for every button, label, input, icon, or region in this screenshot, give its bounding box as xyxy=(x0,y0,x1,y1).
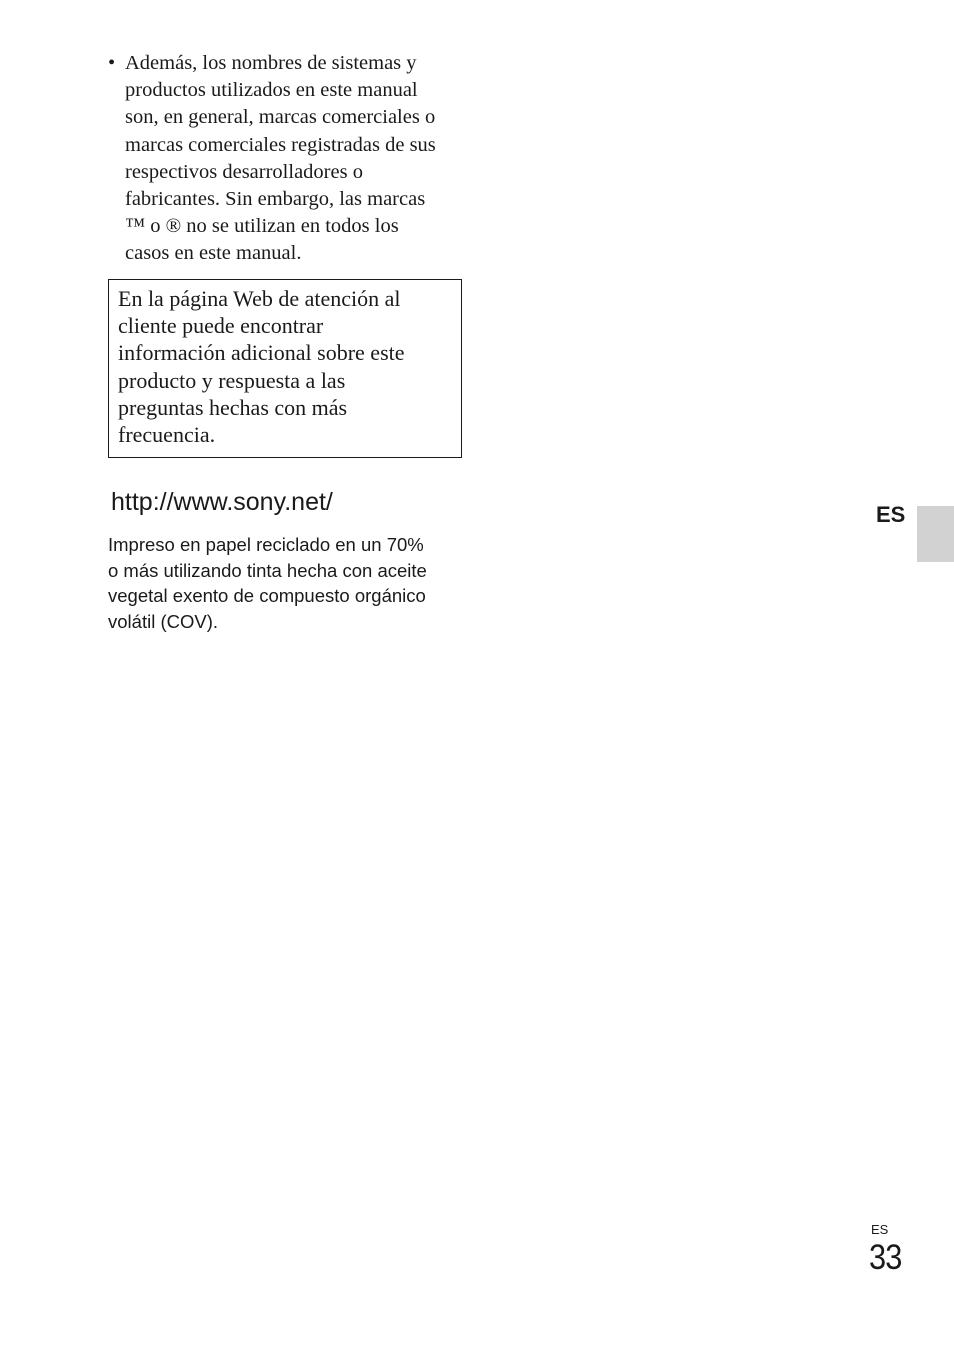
recycled-paper-line: volátil (COV). xyxy=(108,610,218,632)
trademark-note-text xyxy=(125,50,468,268)
trademark-note-line: ™ o ® no se utilizan en todos los xyxy=(125,215,399,238)
recycled-paper-note xyxy=(108,532,478,634)
support-info-line: información adicional sobre este xyxy=(118,340,405,366)
trademark-note-line: marcas comerciales registradas de sus xyxy=(125,133,436,156)
trademark-note-line: casos en este manual. xyxy=(125,242,302,265)
trademark-note-line: son, en general, marcas comerciales o xyxy=(125,106,436,129)
support-info-line: producto y respuesta a las xyxy=(118,367,346,393)
recycled-paper-line: Impreso en papel reciclado en un 70% xyxy=(108,534,424,555)
trademark-note-line: fabricantes. Sin embargo, las marcas xyxy=(125,188,426,211)
trademark-note xyxy=(108,50,468,268)
support-info-line: En la página Web de atención al xyxy=(118,286,401,311)
trademark-note-line: productos utilizados en este manual xyxy=(125,79,418,102)
support-info-box xyxy=(108,279,462,458)
language-section-label: ES xyxy=(876,502,906,527)
language-thumb-tab xyxy=(917,506,954,562)
bullet-marker: • xyxy=(108,52,116,74)
support-url-link[interactable]: http://www.sony.net/ xyxy=(111,488,333,516)
trademark-note-line: Además, los nombres de sistemas y xyxy=(125,52,417,74)
footer-language: ES xyxy=(871,1222,889,1237)
recycled-paper-line: o más utilizando tinta hecha con aceite xyxy=(108,559,427,581)
support-info-line: preguntas hechas con más xyxy=(118,394,348,420)
trademark-note-line: respectivos desarrolladores o xyxy=(125,160,363,183)
support-info-line: frecuencia. xyxy=(118,422,216,448)
recycled-paper-line: vegetal exento de compuesto orgánico xyxy=(108,585,426,606)
support-info-line: cliente puede encontrar xyxy=(118,313,324,339)
page-number: 33 xyxy=(869,1238,902,1277)
